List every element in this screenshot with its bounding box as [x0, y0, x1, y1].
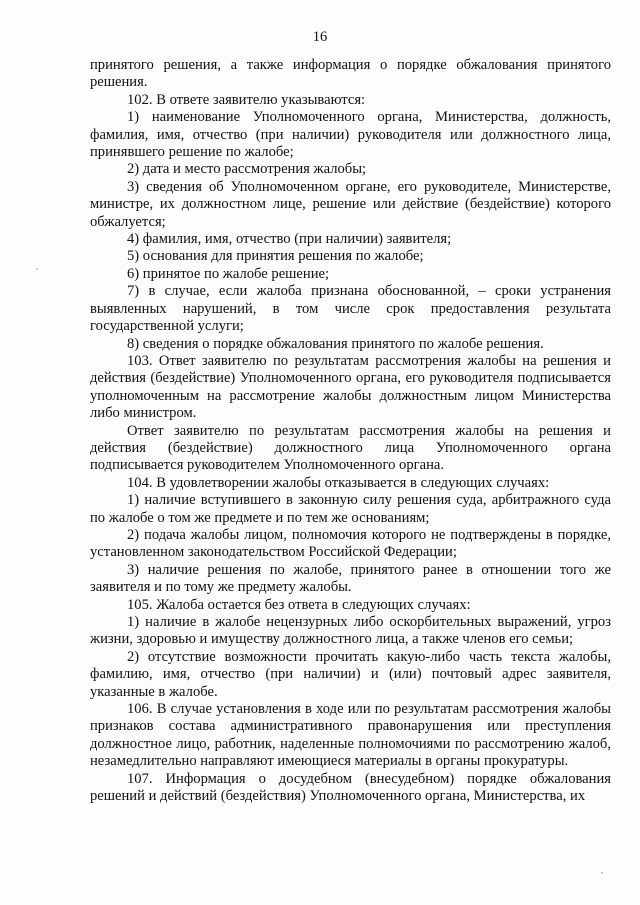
paragraph: 107. Информация о досудебном (внесудебном) порядке обжалования решений и действий (бездействия) Уполномоченного органа, Министерства, их: [90, 770, 611, 805]
paragraph: принятого решения, а также информация о порядке обжалования принятого решения.: [90, 57, 611, 91]
paragraph: 104. В удовлетворении жалобы отказывается в следующих случаях:: [127, 474, 550, 491]
paragraph: 106. В случае установления в ходе или по результатам рассмотрения жалобы признаков состава административного правонарушения или преступления должностное лицо, работник, наделенные полномочиями по рассмотрению жалоб, незамедлительно направляют имеющиеся материалы в органы прокуратуры.: [90, 701, 611, 770]
paragraph: 103. Ответ заявителю по результатам рассмотрения жалобы на решения и действия (бездействие) Уполномоченного органа, его руководителя подписывается уполномоченным на рассмотрение жалобы должностным лицом Министерства либо министром.: [90, 352, 611, 422]
page-number: 16: [312, 29, 328, 45]
paragraph: 1) наличие в жалобе нецензурных либо оскорбительных выражений, угроз жизни, здоровью и имуществу должностного лица, а также членов его семьи;: [90, 614, 611, 648]
scan-speck: [36, 268, 38, 270]
paragraph: 3) сведения об Уполномоченном органе, его руководителе, Министерстве, министре, их должностном лице, решение или действие (бездействие) которого обжалуется;: [90, 178, 611, 230]
paragraph: Ответ заявителю по результатам рассмотрения жалобы на решения и действия (бездействие) должностного лица Уполномоченного органа подписывается руководителем Уполномоченного органа.: [90, 422, 611, 474]
paragraph: 5) основания для принятия решения по жалобе;: [127, 248, 424, 265]
paragraph: 105. Жалоба остается без ответа в следующих случаях:: [127, 596, 471, 613]
paragraph: 3) наличие решения по жалобе, принятого ранее в отношении того же заявителя и по тому же предмету жалобы.: [90, 561, 611, 596]
paragraph: 7) в случае, если жалоба признана обоснованной, – сроки устранения выявленных нарушений, в том числе срок предоставления результата государственной услуги;: [90, 283, 611, 335]
paragraph: 1) наименование Уполномоченного органа, Министерства, должность, фамилия, имя, отчество (при наличии) руководителя или должностного лица, принявшего решение по жалобе;: [90, 109, 611, 161]
paragraph: 1) наличие вступившего в законную силу решения суда, арбитражного суда по жалобе о том же предмете и по тем же основаниям;: [90, 492, 611, 526]
document-body: [90, 57, 611, 805]
paragraph: 2) подача жалобы лицом, полномочия которого не подтверждены в порядке, установленном законодательством Российской Федерации;: [90, 526, 611, 561]
paragraph: 8) сведения о порядке обжалования принятого по жалобе решения.: [127, 335, 544, 352]
paragraph: 4) фамилия, имя, отчество (при наличии) заявителя;: [127, 231, 452, 248]
paragraph: 102. В ответе заявителю указываются:: [127, 91, 366, 108]
scan-speck: [601, 872, 603, 874]
paragraph: 6) принятое по жалобе решение;: [127, 265, 330, 282]
paragraph: 2) дата и место рассмотрения жалобы;: [127, 161, 367, 178]
paragraph: 2) отсутствие возможности прочитать какую-либо часть текста жалобы, фамилию, имя, отчество (при наличии) и (или) почтовый адрес заявителя, указанные в жалобе.: [90, 648, 611, 700]
